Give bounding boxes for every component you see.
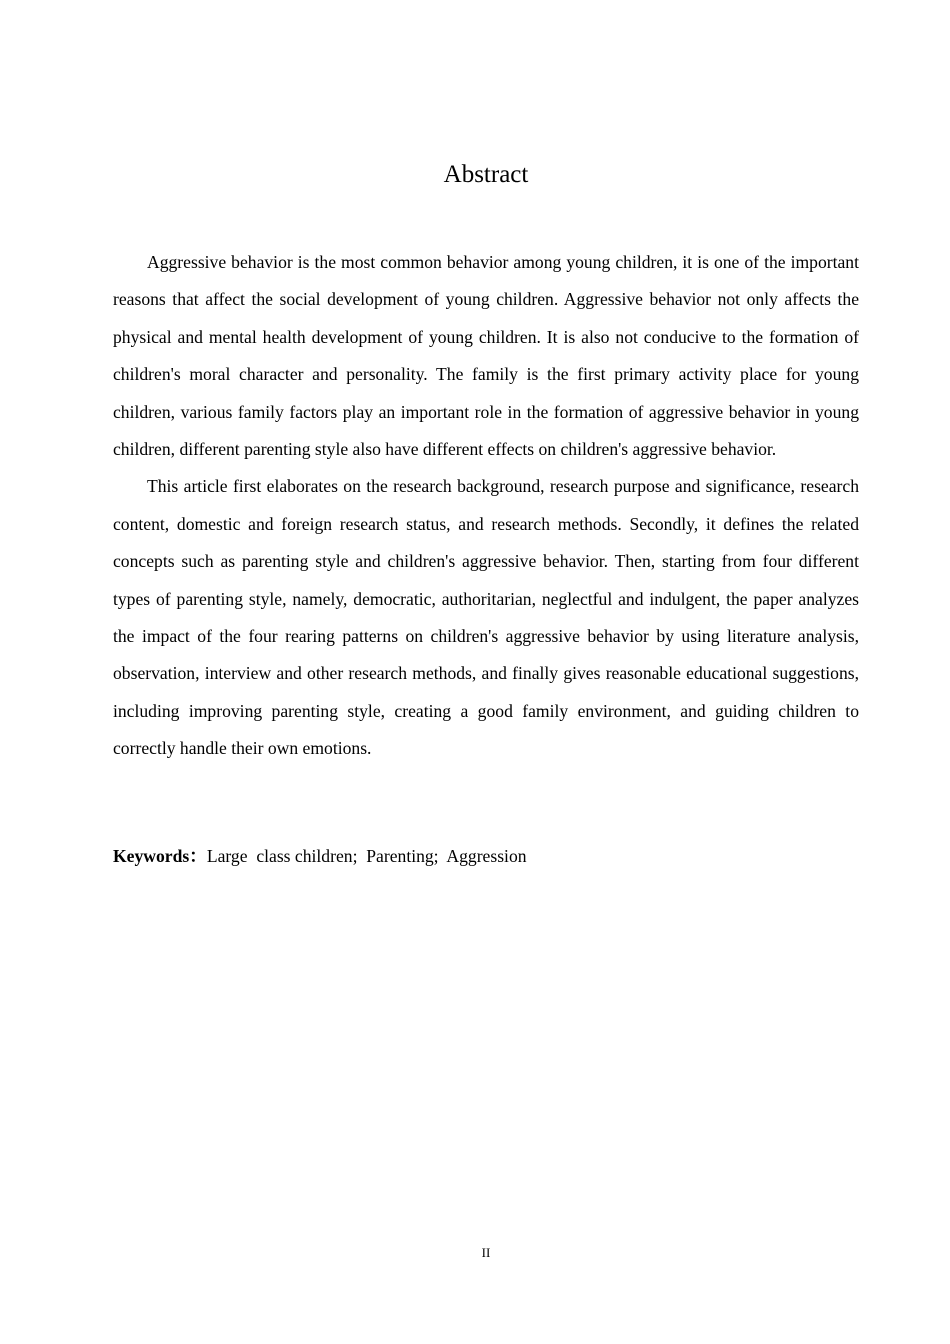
abstract-title: Abstract: [443, 161, 529, 188]
keywords-label: Keywords：: [113, 846, 207, 866]
abstract-paragraph: Aggressive behavior is the most common behavior among young children, it is one of the important reasons that affect the social development of young children. Aggressive behavior not only affects the physical and mental health development of young children. It is also not conducive to the formation of children's moral character and personality. The family is the first primary activity place for young children, various family factors play an important role in the formation of aggressive behavior in young children, different parenting style also have different effects on children's aggressive behavior.: [113, 252, 859, 460]
page-number: II: [481, 1245, 491, 1260]
abstract-body: [113, 244, 859, 768]
abstract-paragraph: This article first elaborates on the research background, research purpose and significance, research content, domestic and foreign research status, and research methods. Secondly, it defines the related concepts such as parenting style and children's aggressive behavior. Then, starting from four different types of parenting style, namely, democratic, authoritarian, neglectful and indulgent, the paper analyzes the impact of the four rearing patterns on children's aggressive behavior by using literature analysis, observation, interview and other research methods, and finally gives reasonable educational suggestions, including improving parenting style, creating a good family environment, and guiding children to correctly handle their own emotions.: [113, 476, 859, 759]
keywords-text: Large class children; Parenting; Aggression: [206, 846, 527, 866]
keywords-line: [113, 838, 859, 874]
